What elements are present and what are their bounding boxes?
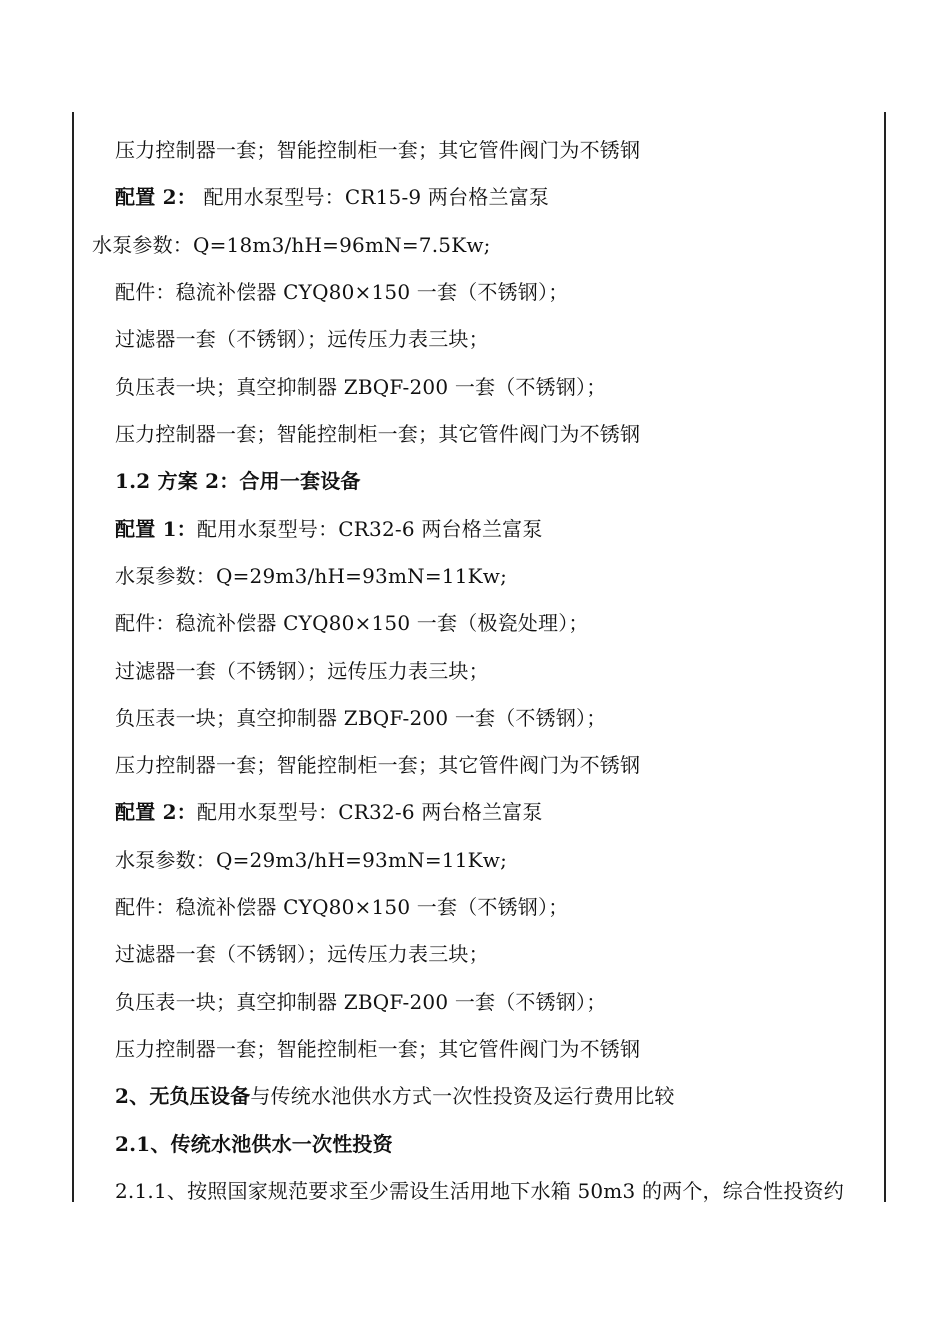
text-run: 过滤器一套（不锈钢）；远传压力表三块； — [115, 659, 489, 683]
text-line — [115, 517, 543, 541]
text-run: 配件：稳流补偿器 CYQ80×150 一套（极瓷处理）； — [115, 611, 589, 635]
text-run: 水泵参数：Q=29m3/hH=93mN=11Kw; — [115, 564, 508, 588]
text-line — [115, 469, 361, 493]
bold-text-run: 2、无负压设备 — [115, 1084, 251, 1108]
text-line — [115, 138, 640, 162]
bold-text-run: 配置 1： — [115, 517, 197, 541]
text-line — [115, 1132, 393, 1156]
text-run: 过滤器一套（不锈钢）；远传压力表三块； — [115, 942, 489, 966]
text-run: 压力控制器一套；智能控制柜一套；其它管件阀门为不锈钢 — [115, 422, 641, 446]
text-run: 配用水泵型号：CR15-9 两台格兰富泵 — [196, 185, 550, 209]
table-border-left — [72, 112, 74, 1202]
text-run: 2.1.1、按照国家规范要求至少需设生活用地下水箱 50m3 的两个，综合性投资约 — [115, 1179, 844, 1203]
text-line — [115, 1084, 675, 1108]
text-line — [115, 422, 640, 446]
text-run: 配用水泵型号：CR32-6 两台格兰富泵 — [196, 800, 543, 824]
text-run: 水泵参数：Q=18m3/hH=96mN=7.5Kw; — [92, 233, 491, 257]
text-run: 过滤器一套（不锈钢）；远传压力表三块； — [115, 327, 489, 351]
bold-text-run: 配置 2： — [115, 185, 197, 209]
text-line — [115, 280, 568, 304]
text-line — [115, 564, 507, 588]
text-line — [92, 233, 491, 257]
text-line — [115, 611, 589, 635]
text-run: 压力控制器一套；智能控制柜一套；其它管件阀门为不锈钢 — [115, 753, 641, 777]
text-run: 压力控制器一套；智能控制柜一套；其它管件阀门为不锈钢 — [115, 138, 641, 162]
text-run: 负压表一块；真空抑制器 ZBQF-200 一套（不锈钢）； — [115, 706, 607, 730]
text-line — [115, 753, 640, 777]
text-line — [115, 1179, 844, 1203]
text-line — [115, 327, 489, 351]
text-run: 负压表一块；真空抑制器 ZBQF-200 一套（不锈钢）； — [115, 990, 607, 1014]
bold-text-run: 1.2 方案 2：合用一套设备 — [115, 469, 361, 493]
text-line — [115, 659, 489, 683]
text-run: 配用水泵型号：CR32-6 两台格兰富泵 — [196, 517, 543, 541]
text-line — [115, 185, 549, 209]
text-run: 与传统水池供水方式一次性投资及运行费用比较 — [250, 1084, 675, 1108]
bold-text-run: 2.1、传统水池供水一次性投资 — [115, 1132, 393, 1156]
text-line — [115, 848, 507, 872]
text-line — [115, 990, 606, 1014]
text-line — [115, 1037, 640, 1061]
text-line — [115, 942, 489, 966]
text-line — [115, 895, 568, 919]
text-line — [115, 800, 543, 824]
text-run: 压力控制器一套；智能控制柜一套；其它管件阀门为不锈钢 — [115, 1037, 641, 1061]
text-run: 水泵参数：Q=29m3/hH=93mN=11Kw; — [115, 848, 508, 872]
text-line — [115, 706, 606, 730]
text-line — [115, 375, 606, 399]
text-run: 负压表一块；真空抑制器 ZBQF-200 一套（不锈钢）； — [115, 375, 607, 399]
text-run: 配件：稳流补偿器 CYQ80×150 一套（不锈钢）； — [115, 280, 569, 304]
text-run: 配件：稳流补偿器 CYQ80×150 一套（不锈钢）； — [115, 895, 569, 919]
bold-text-run: 配置 2： — [115, 800, 197, 824]
table-border-right — [884, 112, 886, 1202]
